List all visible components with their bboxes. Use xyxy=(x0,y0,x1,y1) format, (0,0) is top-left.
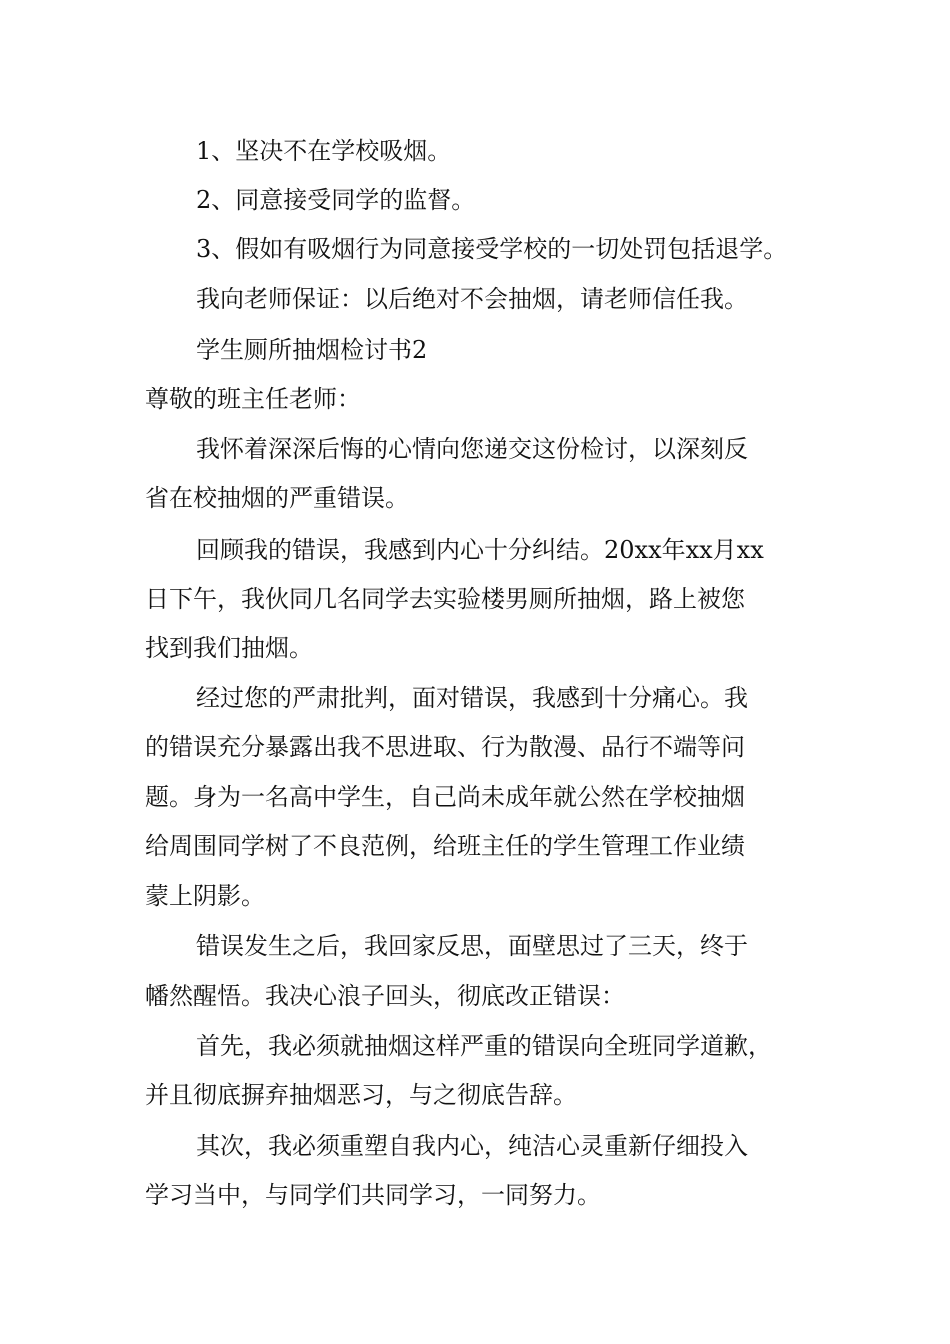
section-title: 学生厕所抽烟检讨书2 xyxy=(196,336,428,364)
pledge-item-2: 2、同意接受同学的监督。 xyxy=(196,186,476,214)
paragraph-line: 找到我们抽烟。 xyxy=(145,634,313,662)
paragraph-line: 日下午，我伙同几名同学去实验楼男厕所抽烟，路上被您 xyxy=(145,585,745,613)
paragraph-line: 的错误充分暴露出我不思进取、行为散漫、品行不端等问 xyxy=(145,733,745,761)
paragraph-line: 幡然醒悟。我决心浪子回头，彻底改正错误： xyxy=(145,982,625,1010)
promise-line: 我向老师保证：以后绝对不会抽烟，请老师信任我。 xyxy=(196,285,748,313)
paragraph-line: 并且彻底摒弃抽烟恶习，与之彻底告辞。 xyxy=(145,1081,577,1109)
paragraph-line: 错误发生之后，我回家反思，面壁思过了三天，终于 xyxy=(196,932,748,960)
paragraph-line: 我怀着深深后悔的心情向您递交这份检讨，以深刻反 xyxy=(196,435,748,463)
paragraph-line: 经过您的严肃批判，面对错误，我感到十分痛心。我 xyxy=(196,684,748,712)
paragraph-line: 其次，我必须重塑自我内心，纯洁心灵重新仔细投入 xyxy=(196,1132,748,1160)
paragraph-line: 蒙上阴影。 xyxy=(145,882,265,910)
pledge-item-1: 1、坚决不在学校吸烟。 xyxy=(196,137,452,165)
paragraph-line: 给周围同学树了不良范例，给班主任的学生管理工作业绩 xyxy=(145,832,745,860)
paragraph-line: 题。身为一名高中学生，自己尚未成年就公然在学校抽烟 xyxy=(145,783,745,811)
paragraph-line: 省在校抽烟的严重错误。 xyxy=(145,484,409,512)
pledge-item-3: 3、假如有吸烟行为同意接受学校的一切处罚包括退学。 xyxy=(196,235,788,263)
salutation: 尊敬的班主任老师： xyxy=(145,385,361,413)
paragraph-line: 学习当中，与同学们共同学习，一同努力。 xyxy=(145,1181,601,1209)
paragraph-line: 首先，我必须就抽烟这样严重的错误向全班同学道歉， xyxy=(196,1032,772,1060)
paragraph-line: 回顾我的错误，我感到内心十分纠结。20xx年xx月xx xyxy=(196,536,764,564)
